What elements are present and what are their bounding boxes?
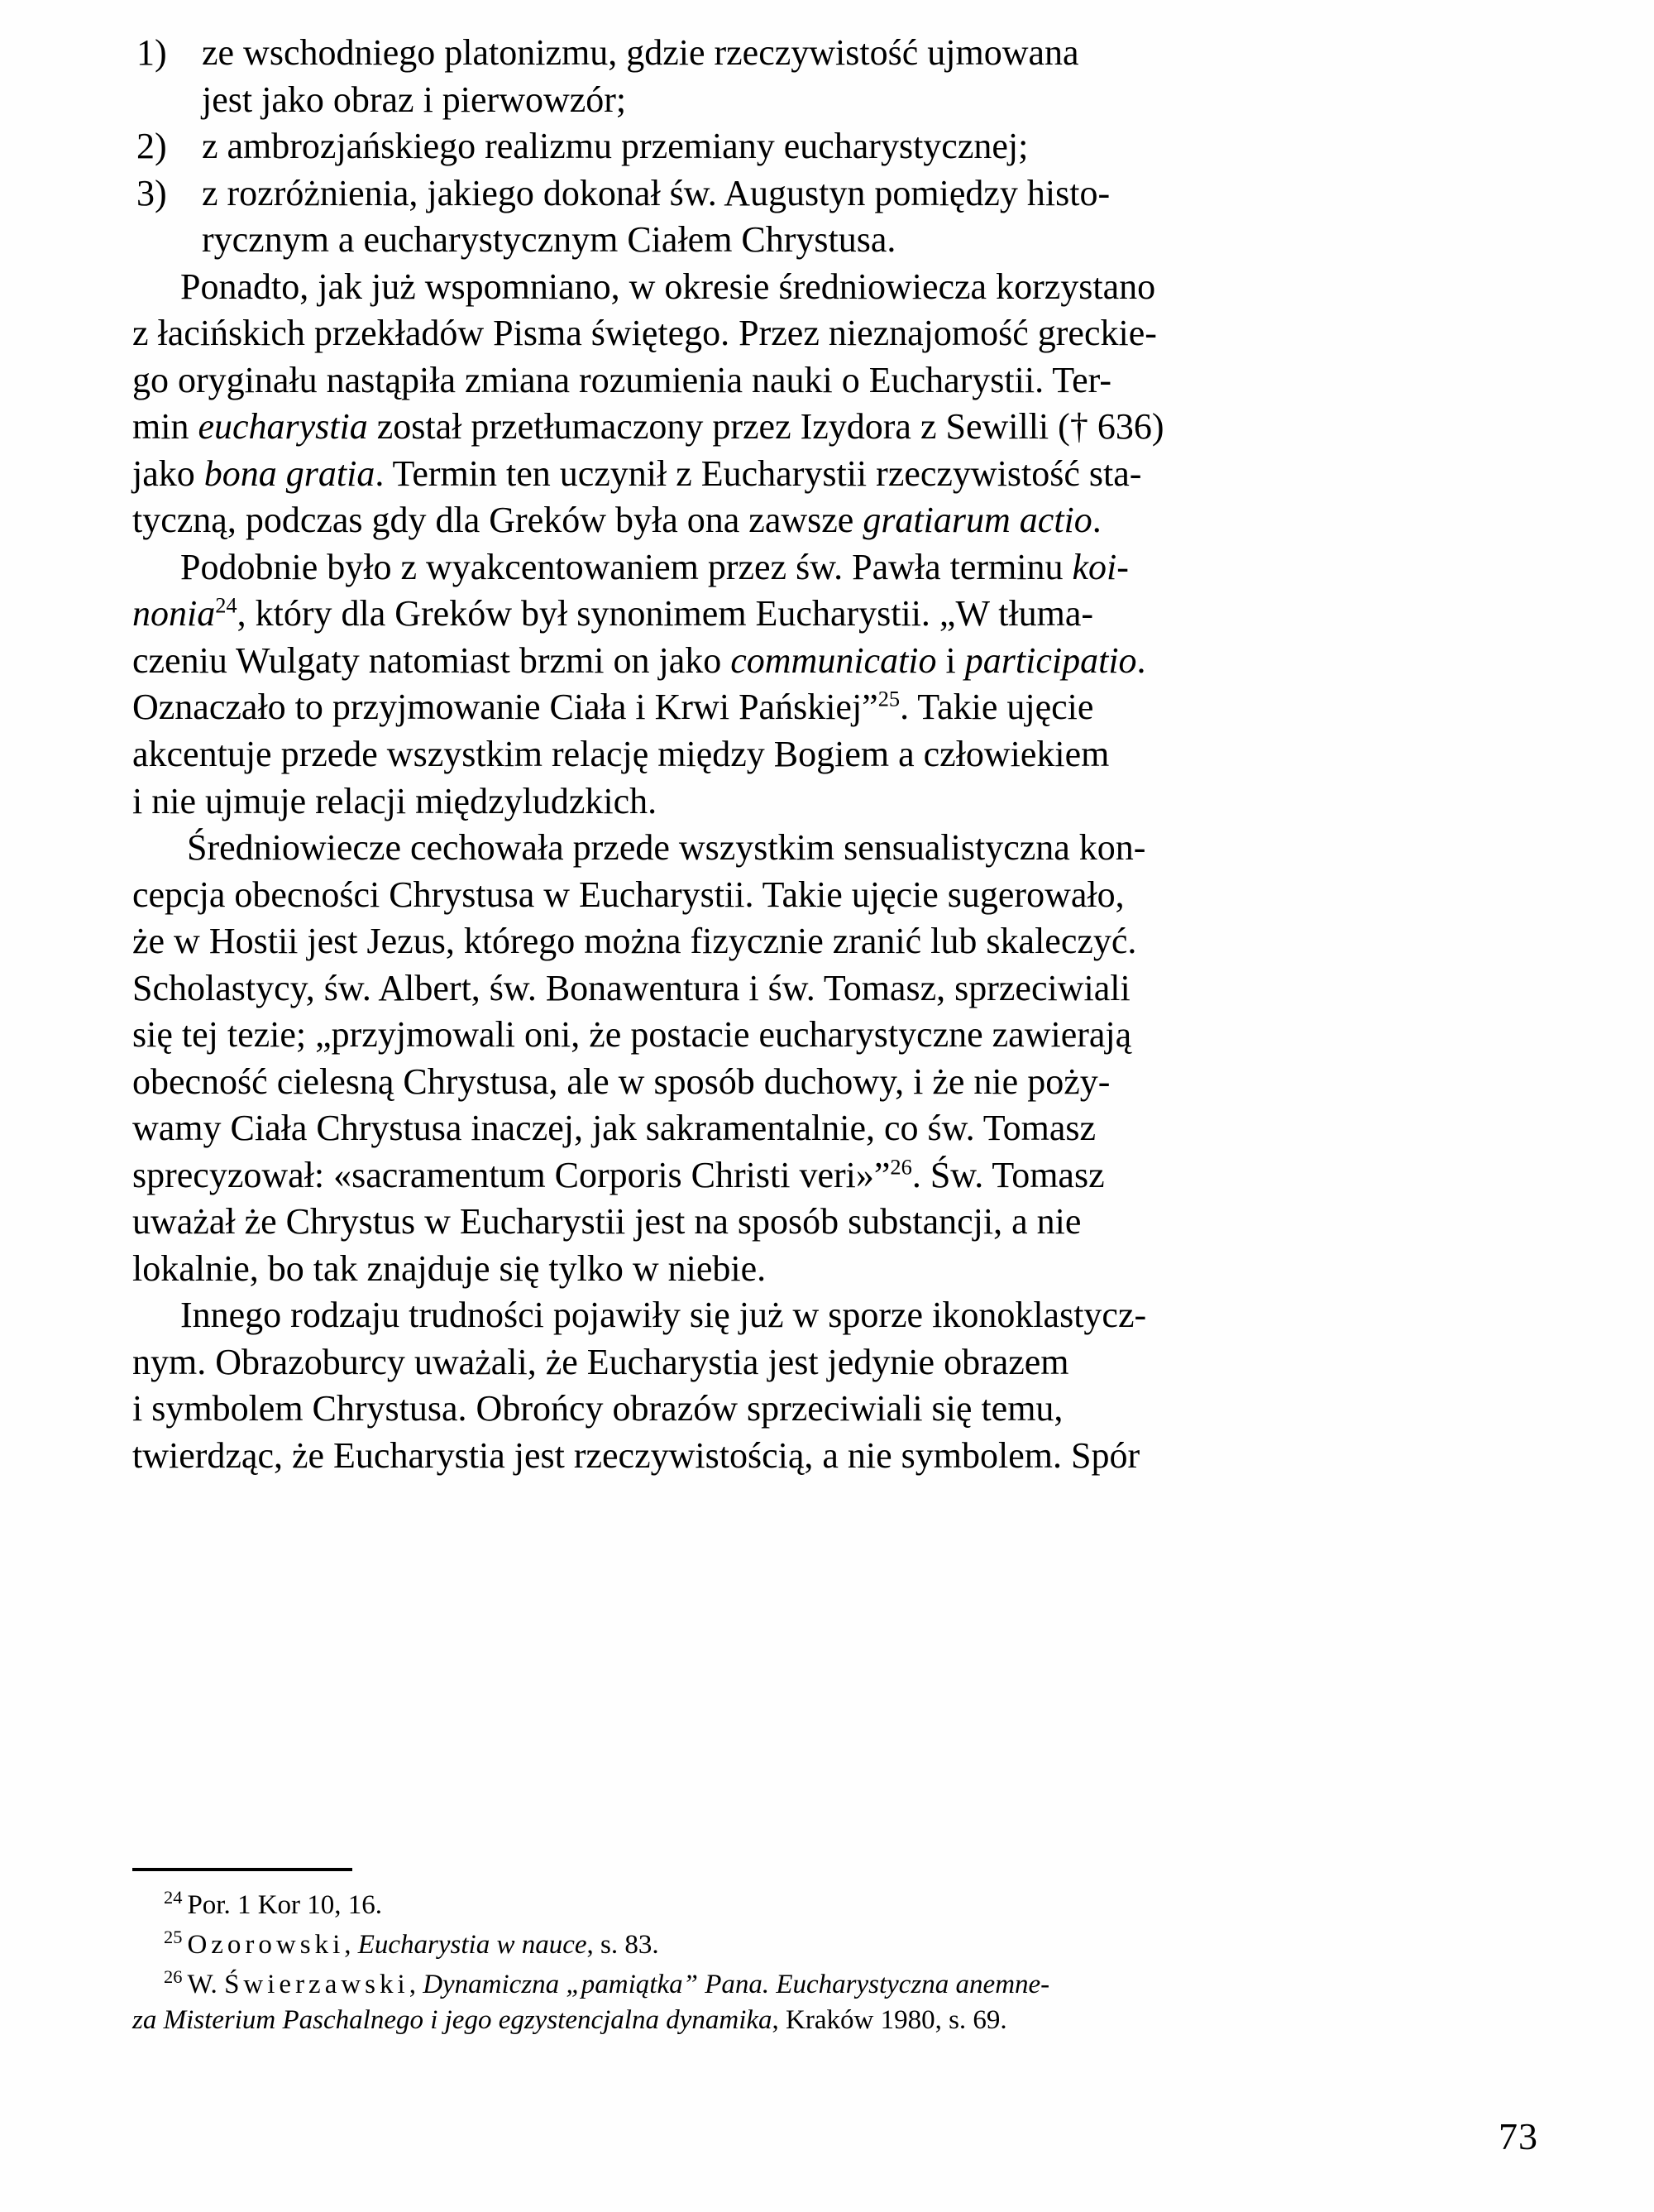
text-line: Scholastycy, św. Albert, św. Bonawentura i św. Tomasz, sprzeciwiali bbox=[132, 967, 1131, 1008]
footnote-title: Eucharystia w nauce bbox=[357, 1929, 587, 1960]
footnote-separator-rule bbox=[132, 1868, 352, 1871]
footnote-number: 25 bbox=[164, 1926, 183, 1947]
list-item bbox=[132, 123, 1538, 170]
text-line: twierdząc, że Eucharystia jest rzeczywistością, a nie symbolem. Spór bbox=[132, 1434, 1140, 1476]
list-item-text bbox=[202, 123, 1538, 170]
paragraph-ponadto bbox=[132, 264, 1538, 544]
text-line bbox=[132, 825, 1538, 872]
text-line bbox=[132, 684, 1538, 731]
text-line: się tej tezie; „przyjmowali oni, że postacie eucharystyczne zawierają bbox=[132, 1014, 1132, 1056]
text-line: go oryginału nastąpiła zmiana rozumienia nauki o Eucharystii. Ter- bbox=[132, 359, 1112, 400]
term-bona-gratia: bona gratia bbox=[203, 452, 375, 494]
footnote-text: Por. 1 Kor 10, 16. bbox=[187, 1890, 383, 1920]
text-line bbox=[132, 638, 1538, 685]
text-line bbox=[132, 497, 1538, 544]
list-item bbox=[132, 30, 1538, 123]
text-run: , bbox=[409, 1969, 423, 1999]
text-line bbox=[132, 451, 1538, 498]
text-line bbox=[132, 2003, 1538, 2038]
text-line: akcentuje przede wszystkim relację między Bogiem a człowiekiem bbox=[132, 733, 1110, 774]
text-line: nym. Obrazoburcy uważali, że Eucharystia jest jedynie obrazem bbox=[132, 1341, 1069, 1382]
footnote-number: 26 bbox=[164, 1965, 183, 1987]
text-line: wamy Ciała Chrystusa inaczej, jak sakramentalnie, co św. Tomasz bbox=[132, 1108, 1097, 1149]
term-koinonia-part2: nonia bbox=[132, 593, 216, 634]
text-run: i bbox=[936, 639, 965, 681]
text-line: uważał że Chrystus w Eucharystii jest na sposób substancji, a nie bbox=[132, 1201, 1082, 1242]
text-line: z ambrozjańskiego realizmu przemiany eucharystycznej; bbox=[202, 126, 1029, 167]
paragraph-innego-rodzaju bbox=[132, 1292, 1538, 1479]
term-participatio: participatio bbox=[964, 639, 1137, 681]
footnote-24 bbox=[132, 1888, 1538, 1923]
footnotes-block bbox=[132, 1888, 1538, 2042]
text-line: z łacińskich przekładów Pisma świętego. Przez nieznajomość greckie- bbox=[132, 313, 1157, 354]
text-line bbox=[132, 1967, 1538, 2003]
text-run: Innego rodzaju trudności pojawiły się już w sporze ikonoklastycz- bbox=[180, 1295, 1147, 1336]
term-communicatio: communicatio bbox=[730, 639, 937, 681]
text-line bbox=[202, 30, 1538, 77]
text-line bbox=[132, 591, 1538, 638]
footnote-title-line2: za Misterium Paschalnego i jego egzystencjalna dynamika bbox=[132, 2004, 772, 2035]
text-run: tyczną, podczas gdy dla Greków była ona zawsze bbox=[132, 500, 863, 541]
text-run: . Takie ujęcie bbox=[900, 687, 1094, 728]
text-line: lokalnie, bo tak znajduje się tylko w niebie. bbox=[132, 1247, 767, 1289]
footnote-number: 24 bbox=[164, 1887, 183, 1908]
text-line-content: ze wschodniego platonizmu, gdzie rzeczywistość ujmowana bbox=[202, 32, 1079, 73]
text-line: jest jako obraz i pierwowzór; bbox=[202, 79, 627, 120]
footnote-26 bbox=[132, 1967, 1538, 2038]
text-run: , bbox=[344, 1929, 358, 1960]
term-gratiarum-actio: gratiarum actio bbox=[863, 500, 1092, 541]
text-line: z rozróżnienia, jakiego dokonał św. Augustyn pomiędzy histo- bbox=[202, 172, 1111, 213]
text-run: min bbox=[132, 406, 198, 448]
paragraph-sredniowiecze bbox=[132, 825, 1538, 1292]
text-line bbox=[132, 1292, 1538, 1339]
text-run: Oznaczało to przyjmowanie Ciała i Krwi Pańskiej” bbox=[132, 687, 878, 728]
list-item bbox=[132, 170, 1538, 264]
text-run: Ponadto, jak już wspomniano, w okresie średniowiecza korzystano bbox=[180, 266, 1156, 307]
text-line: że w Hostii jest Jezus, którego można fizycznie zranić lub skaleczyć. bbox=[132, 921, 1137, 962]
term-eucharystia: eucharystia bbox=[198, 406, 368, 448]
text-run: . Św. Tomasz bbox=[911, 1154, 1105, 1195]
list-item-marker: 3) bbox=[136, 172, 167, 213]
text-run: sprecyzował: «sacramentum Corporis Christi veri»” bbox=[132, 1154, 891, 1195]
footnote-ref-26[interactable]: 26 bbox=[890, 1154, 912, 1180]
text-line: i symbolem Chrystusa. Obrońcy obrazów sprzeciwiali się temu, bbox=[132, 1388, 1064, 1429]
text-run: . bbox=[1092, 500, 1102, 541]
footnote-author: Ozorowski bbox=[187, 1929, 345, 1960]
numbered-list bbox=[132, 30, 1538, 264]
text-run: . bbox=[1136, 639, 1146, 681]
list-item-text bbox=[202, 30, 1538, 123]
term-koinonia-part1: koi- bbox=[1072, 546, 1129, 587]
text-line: i nie ujmuje relacji międzyludzkich. bbox=[132, 780, 657, 821]
page-body bbox=[132, 30, 1538, 1479]
text-line: cepcja obecności Chrystusa w Eucharystii. Takie ujęcie sugerowało, bbox=[132, 874, 1125, 915]
footnote-title-line1: Dynamiczna „pamiątka” Pana. Eucharystyczna anemne- bbox=[423, 1969, 1050, 1999]
text-line: rycznym a eucharystycznym Ciałem Chrystusa. bbox=[202, 219, 896, 261]
footnote-25 bbox=[132, 1927, 1538, 1963]
list-item-marker: 1) bbox=[136, 32, 167, 73]
text-run: , s. 83. bbox=[586, 1929, 659, 1960]
text-line bbox=[132, 404, 1538, 451]
text-line bbox=[132, 544, 1538, 591]
text-run: . Termin ten uczynił z Eucharystii rzeczywistość sta- bbox=[375, 452, 1142, 494]
text-run: Podobnie było z wyakcentowaniem przez św. Pawła terminu bbox=[180, 546, 1073, 587]
text-run: , który dla Greków był synonimem Eucharystii. „W tłuma- bbox=[237, 593, 1094, 634]
text-run: czeniu Wulgaty natomiast brzmi on jako bbox=[132, 639, 731, 681]
text-line: obecność cielesną Chrystusa, ale w sposób duchowy, i że nie poży- bbox=[132, 1061, 1111, 1102]
text-line bbox=[132, 1152, 1538, 1199]
text-run: jako bbox=[132, 452, 204, 494]
text-run: , Kraków 1980, s. 69. bbox=[772, 2004, 1007, 2035]
list-item-text bbox=[202, 170, 1538, 264]
text-run: Średniowiecze cechowała przede wszystkim sensualistyczna kon- bbox=[187, 827, 1146, 869]
footnote-author: Świerzawski bbox=[224, 1969, 409, 1999]
text-run: został przetłumaczony przez Izydora z Sewilli († 636) bbox=[367, 406, 1164, 448]
footnote-ref-24[interactable]: 24 bbox=[215, 592, 237, 618]
paragraph-podobnie bbox=[132, 544, 1538, 825]
text-line bbox=[132, 264, 1538, 311]
page-number: 73 bbox=[1499, 2115, 1538, 2157]
footnote-ref-25[interactable]: 25 bbox=[877, 686, 901, 711]
list-item-marker: 2) bbox=[136, 126, 167, 167]
text-run: W. bbox=[187, 1969, 225, 1999]
